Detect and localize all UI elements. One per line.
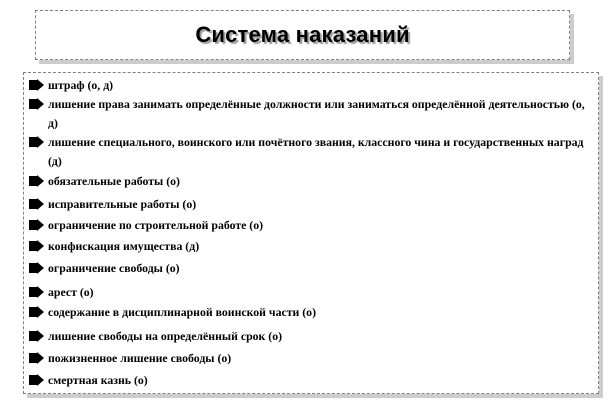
list-item-text: лишение специального, воинского или почётного звания, классного чина и государственных наград (д) <box>48 135 584 168</box>
list-item <box>29 133 592 171</box>
list-item-text: штраф (о, д) <box>48 78 114 92</box>
list-item-text: содержание в дисциплинарной воинской части (о) <box>48 305 317 319</box>
list-item-text: лишение права занимать определённые должности или заниматься определённой деятельностью (о, д) <box>48 97 585 130</box>
list-item <box>29 195 592 214</box>
arrow-bullet-icon <box>29 175 44 187</box>
arrow-bullet-icon <box>29 262 44 274</box>
list-item-text: пожизненное лишение свободы (о) <box>48 351 232 365</box>
list-item-text: лишение свободы на определённый срок (о) <box>48 329 283 343</box>
arrow-bullet-icon <box>29 240 44 252</box>
list-item <box>29 327 592 346</box>
list-item-text: исправительные работы (о) <box>48 197 197 211</box>
list-item-text: конфискация имущества (д) <box>48 239 200 253</box>
arrow-bullet-icon <box>29 79 44 91</box>
arrow-bullet-icon <box>29 98 44 110</box>
list-item <box>29 95 592 133</box>
list-item <box>29 237 592 256</box>
list-item-text: смертная казнь (о) <box>48 373 148 387</box>
list-item <box>29 371 592 390</box>
list-item <box>29 259 592 278</box>
list-item-text: обязательные работы (о) <box>48 174 180 188</box>
arrow-bullet-icon <box>29 219 44 231</box>
diagram-title: Система наказаний <box>195 22 410 47</box>
arrow-bullet-icon <box>29 330 44 342</box>
list-item <box>29 172 592 191</box>
arrow-bullet-icon <box>29 352 44 364</box>
arrow-bullet-icon <box>29 198 44 210</box>
title-box <box>35 10 570 60</box>
arrow-bullet-icon <box>29 286 44 298</box>
list-item-text: ограничение свободы (о) <box>48 261 180 275</box>
list-item <box>29 283 592 302</box>
list-item <box>29 303 592 322</box>
list-item <box>29 76 592 95</box>
punishment-list <box>23 72 599 394</box>
arrow-bullet-icon <box>29 136 44 148</box>
arrow-bullet-icon <box>29 306 44 318</box>
list-item <box>29 216 592 235</box>
list-item-text: ограничение по строительной работе (о) <box>48 218 264 232</box>
arrow-bullet-icon <box>29 374 44 386</box>
list-item-text: арест (о) <box>48 285 94 299</box>
list-item <box>29 349 592 368</box>
